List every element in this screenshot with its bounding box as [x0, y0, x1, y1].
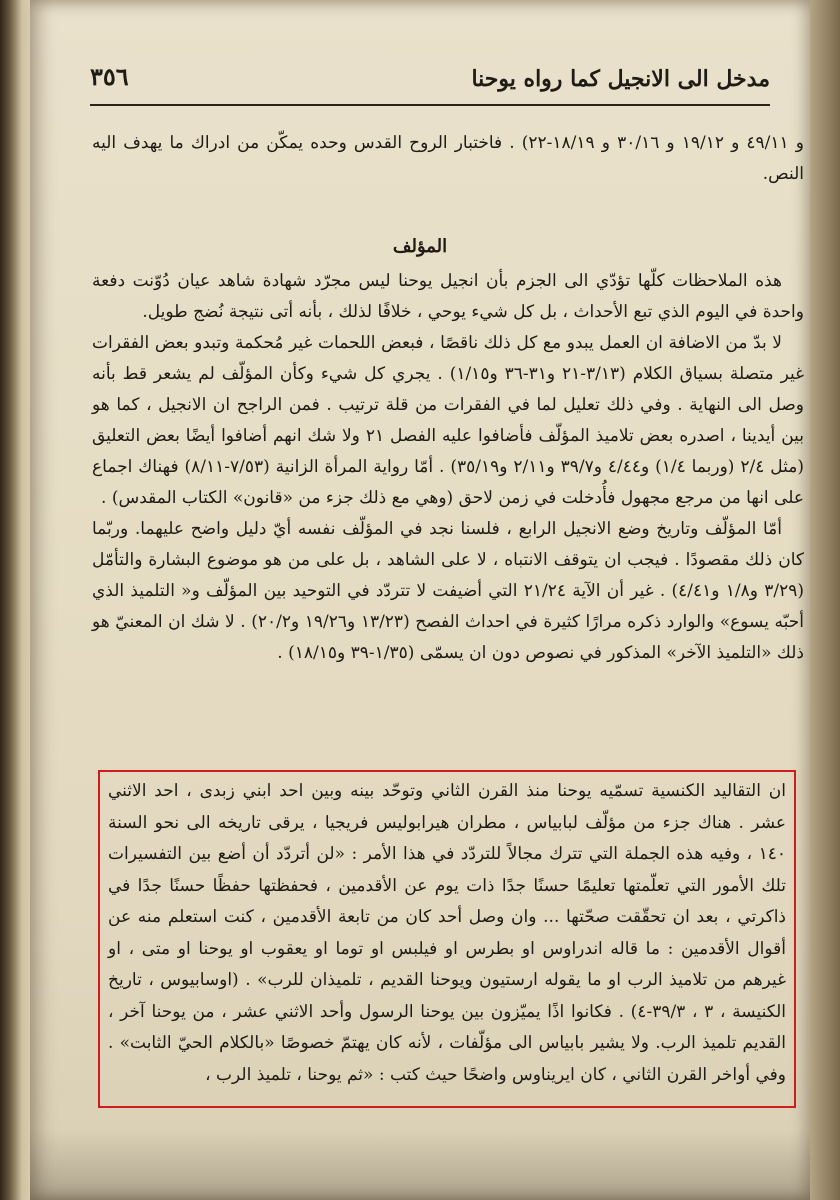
intro-paragraph	[92, 128, 804, 190]
body-text	[92, 266, 804, 669]
section-heading: المؤلف	[392, 236, 448, 257]
page-header	[90, 58, 770, 106]
intro-text: و ٤٩/١١ و ١٩/١٢ و ٣٠/١٦ و ١٨/١٩-٢٢) . فاختبار الروح القدس وحده يمكّن من ادراك ما يهدف اليه النص.	[92, 133, 804, 184]
highlighted-passage-box	[98, 770, 796, 1108]
highlighted-paragraph: ان التقاليد الكنسية تسمّيه يوحنا منذ القرن الثاني وتوحّد بينه وبين احد ابني زبدى ، احد الاثني عشر . هناك جزء من مؤلّف لبابياس ، مطران هيرابوليس فريجيا ، يرقى تاريخه الى نحو السنة ١٤٠ ، وفيه هذه الجملة التي تترك مجالاً للتردّد في هذا الأمر : «لن أتردّد أن أضع بين التفسيرات تلك الأمور التي تعلّمتها تعليمًا حسنًا جدًا ذات يوم عن الأقدمين ، فحفظتها حفظًا حسنًا جدًا في ذاكرتي ، بعد ان تحقّقت صحّتها ... وان وصل أحد كان من تابعة الأقدمين ، كنت استعلم منه عن أقوال الأقدمين : ما قاله اندراوس او بطرس او فيلبس او توما او يعقوب او يوحنا او متى ، او غيرهم من تلاميذ الرب او ما يقوله ارستيون ويوحنا القديم ، تلميذان للرب» . (اوسابيوس ، تاريخ الكنيسة ، ٣ ، ٣٩/٣-٤) . فكانوا اذًا يميّزون بين يوحنا الرسول وأحد الاثني عشر ، من يوحنا آخر ، القديم تلميذ الرب. ولا يشير بابياس الى مؤلّفات ، لأنه كان يهتمّ خصوصًا «بالكلام الحيّ الثابت» . وفي أواخر القرن الثاني ، كان ايريناوس واضحًا حيث كتب : «ثم يوحنا ، تلميذ الرب ،	[108, 781, 786, 1085]
paragraph-2: لا بدّ من الاضافة ان العمل يبدو مع كل ذلك ناقصًا ، فبعض اللحمات غير مُحكمة وتبدو بعض الفقرات غير متصلة بسياق الكلام (٣/١٣-٢١ و٣١-٣٦ و١/١٥) . يجري كل شيء وكأن المؤلّف لم يشعر قط بأنه وصل الى النهاية . وفي ذلك تعليل لما في الفقرات من قلة ترتيب . فمن الراجح ان الانجيل ، كما هو بين أيدينا ، اصدره بعض تلاميذ المؤلّف فأضافوا عليه الفصل ٢١ ولا شك انهم أضافوا أيضًا بعض التعليق (مثل ٢/٤ (وربما ١/٤) و٤/٤٤ و٣٩/٧ و٢/١١ و٣٥/١٩) . أمّا رواية المرأة الزانية (٧/٥٣-٨/١١) فهناك اجماع على انها من مرجع مجهول فأُدخلت في زمن لاحق (وهي مع ذلك جزء من «قانون» الكتاب المقدس) .	[92, 333, 805, 508]
page-shadow	[30, 1130, 810, 1200]
page-number: ٣٥٦	[90, 62, 129, 91]
book-page	[30, 0, 810, 1200]
paragraph-1: هذه الملاحظات كلّها تؤدّي الى الجزم بأن انجيل يوحنا ليس مجرّد شهادة شاهد عيان دُوّنت دفعة واحدة في اليوم الذي تبع الأحداث ، بل كل شيء يوحي ، خلافًا لذلك ، بأنه أتى نتيجة نُضج طويل.	[92, 271, 804, 322]
paragraph-3: أمّا المؤلّف وتاريخ وضع الانجيل الرابع ، فلسنا نجد في المؤلّف نفسه أيّ دليل واضح عليهما. وربّما كان ذلك مقصودًا . فيجب ان يتوقف الانتباه ، لا على الشاهد ، بل على من هو موضوع البشارة والتأمّل (٣/٢٩ و١/٨ و٤/٤١) . غير أن الآية ٢١/٢٤ التي أضيفت لا تتردّد في التوحيد بين المؤلّف و« التلميذ الذي أحبّه يسوع» والوارد ذكره مرارًا كثيرة في احداث الفصح (١٣/٢٣ و١٩/٢٦ و٢٠/٢) . لا شك ان المعنيّ هو ذلك «التلميذ الآخر» المذكور في نصوص دون ان يسمّى (١/٣٥-٣٩ و١٨/١٥) .	[92, 519, 804, 663]
running-title: مدخل الى الانجيل كما رواه يوحنا	[471, 66, 770, 92]
